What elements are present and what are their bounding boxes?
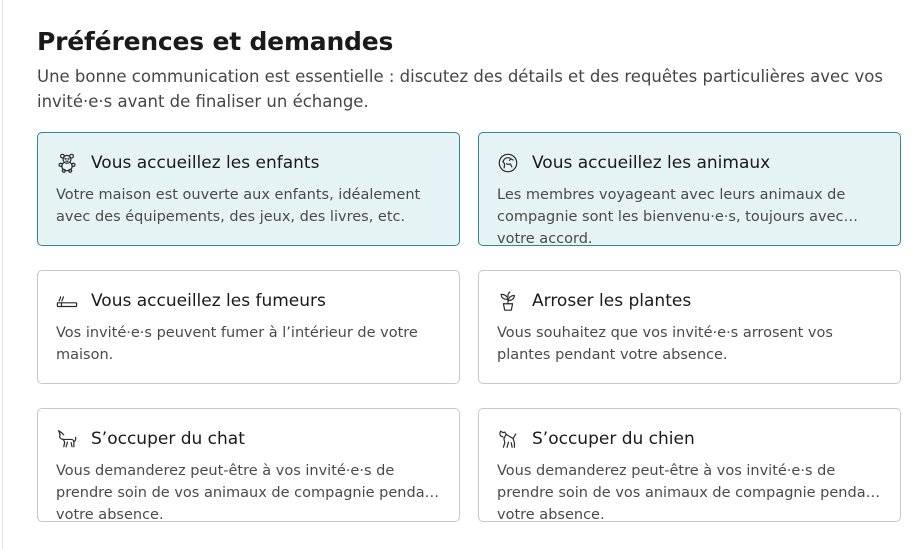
left-divider (2, 0, 3, 549)
card-description: Vous souhaitez que vos invité·e·s arrosent vos plantes pendant votre absence. (497, 325, 833, 363)
card-description: Vous demanderez peut-être à vos invité·e·s de prendre soin de vos animaux de compagnie pendant votre absence. (497, 463, 881, 523)
preferences-grid (37, 132, 901, 522)
card-title: Arroser les plantes (532, 291, 692, 311)
pet-paw-icon (497, 152, 519, 174)
preferences-section (37, 26, 901, 114)
card-smokers[interactable] (37, 270, 460, 384)
section-title: Préférences et demandes (37, 27, 394, 56)
card-description: Vos invité·e·s peuvent fumer à l’intérieur de votre maison. (56, 325, 418, 363)
card-description: Vous demanderez peut-être à vos invité·e·s de prendre soin de vos animaux de compagnie pendant votre absence. (56, 463, 440, 523)
plant-pot-icon (497, 290, 519, 312)
card-title: Vous accueillez les fumeurs (91, 291, 326, 311)
card-title: Vous accueillez les animaux (532, 153, 771, 173)
card-title: S’occuper du chat (91, 429, 245, 449)
card-children[interactable] (37, 132, 460, 246)
card-cat[interactable] (37, 408, 460, 522)
card-animals[interactable] (478, 132, 901, 246)
child-teddy-icon (56, 152, 78, 174)
section-subtitle: Une bonne communication est essentielle : discutez des détails et des requêtes particulières avec vos invité·e·s avant de finaliser un échange. (37, 67, 883, 111)
cigarette-icon (56, 290, 78, 312)
dog-icon (497, 428, 519, 450)
card-dog[interactable] (478, 408, 901, 522)
card-description: Les membres voyageant avec leurs animaux de compagnie sont les bienvenu·e·s, toujours avec votre accord. (497, 187, 846, 247)
card-title: Vous accueillez les enfants (91, 153, 320, 173)
card-description: Votre maison est ouverte aux enfants, idéalement avec des équipements, des jeux, des livres, etc. (56, 187, 421, 225)
card-plants[interactable] (478, 270, 901, 384)
card-title: S’occuper du chien (532, 429, 695, 449)
cat-icon (56, 428, 78, 450)
